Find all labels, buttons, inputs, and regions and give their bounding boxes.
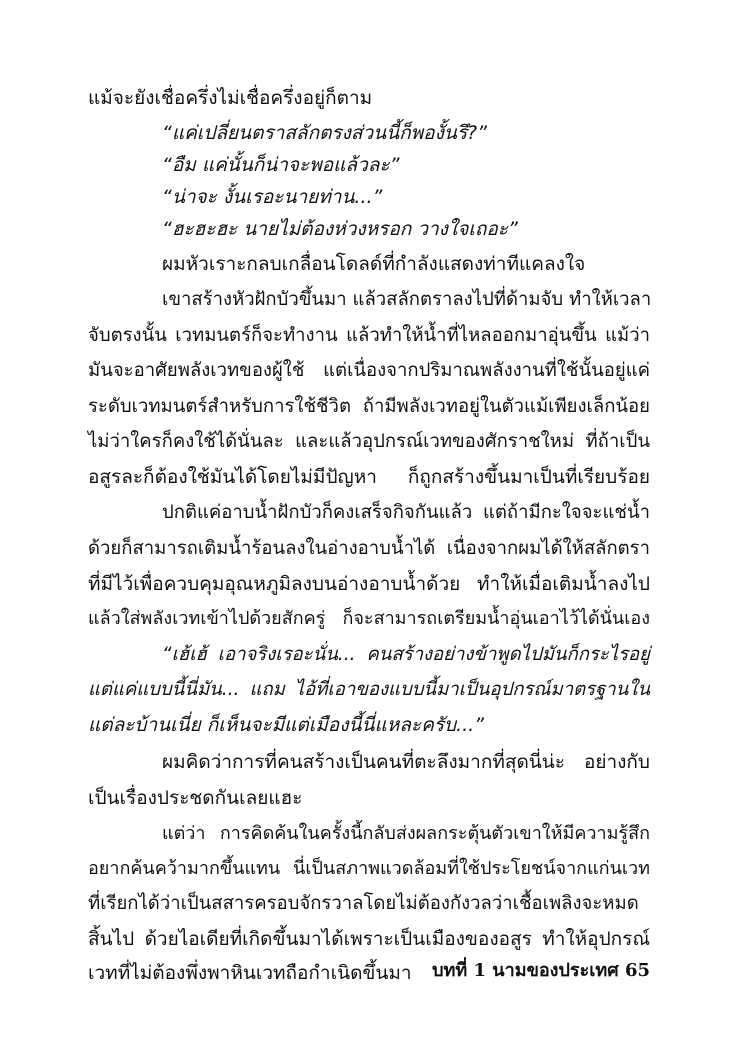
- dialogue-line: “เฮ้เฮ้ เอาจริงเรอะนั่น... คนสร้างอย่างข้าพูดไปมันก็กระไรอยู่: [162, 644, 650, 665]
- page-footer: บทที่ 1 นามของประเทศ 65: [432, 960, 650, 981]
- dialogue-line: “แค่เปลี่ยนตราสลักตรงส่วนนี้ก็พองั้นรึ?”: [162, 122, 487, 144]
- paragraph-line: ด้วยก็สามารถเติมน้ำร้อนลงในอ่างอาบน้ำได้ เนื่องจากผมได้ให้สลักตรา: [88, 538, 650, 559]
- paragraph-line: ไม่ว่าใครก็คงใช้ได้นั่นละ และแล้วอุปกรณ์เวทของศักราชใหม่ ที่ถ้าเป็น: [88, 431, 650, 452]
- paragraph-line: เวทที่ไม่ต้องพึ่งพาหินเวทถือกำเนิดขึ้นมา: [88, 962, 412, 984]
- paragraph-line: มันจะอาศัยพลังเวทของผู้ใช้ แต่เนื่องจากปริมาณพลังงานที่ใช้นั้นอยู่แค่: [88, 360, 650, 381]
- paragraph-line: สิ้นไป ด้วยไอเดียที่เกิดขึ้นมาได้เพราะเป็นเมืองของอสูร ทำให้อุปกรณ์: [88, 928, 650, 950]
- paragraph-line: ที่มีไว้เพื่อควบคุมอุณหภูมิลงบนอ่างอาบน้ำด้วย ทำให้เมื่อเติมน้ำลงไป: [88, 573, 650, 595]
- paragraph-line: ที่เรียกได้ว่าเป็นสสารครอบจักรวาลโดยไม่ต้องกังวลว่าเชื้อเพลิงจะหมด: [88, 893, 639, 914]
- paragraph-line: ระดับเวทมนตร์สำหรับการใช้ชีวิต ถ้ามีพลังเวทอยู่ในตัวแม้เพียงเล็กน้อย: [88, 396, 650, 417]
- paragraph-line: ปกติแค่อาบน้ำฝักบัวก็คงเสร็จกิจกันแล้ว แต่ถ้ามีกะใจจะแช่น้ำ: [162, 502, 650, 523]
- paragraph-line: อยากค้นคว้ามากขึ้นแทน นี่เป็นสภาพแวดล้อมที่ใช้ประโยชน์จากแก่นเวท: [88, 858, 650, 879]
- dialogue-line: “ฮะฮะฮะ นายไม่ต้องห่วงหรอก วางใจเถอะ”: [162, 218, 518, 240]
- paragraph-line: เขาสร้างหัวฝักบัวขึ้นมา แล้วสลักตราลงไปที่ด้ามจับ ทำให้เวลา: [162, 289, 652, 310]
- paragraph-line: ผมหัวเราะกลบเกลื่อนโดลด์ที่กำลังแสดงท่าทีแคลงใจ: [162, 253, 586, 275]
- paragraph-line: แล้วใส่พลังเวทเข้าไปด้วยสักครู่ ก็จะสามารถเตรียมน้ำอุ่นเอาไว้ได้นั่นเอง: [88, 608, 650, 629]
- paragraph-line: จับตรงนั้น เวทมนตร์ก็จะทำงาน แล้วทำให้น้ำที่ไหลออกมาอุ่นขึ้น แม้ว่า: [88, 325, 650, 346]
- dialogue-line: แต่ละบ้านเนี่ย ก็เห็นจะมีแต่เมืองนี้นี่แหละครับ...”: [88, 714, 485, 736]
- paragraph-line: ผมคิดว่าการที่คนสร้างเป็นคนที่ตะลึงมากที่สุดนี่น่ะ อย่างกับ: [162, 751, 650, 773]
- paragraph-line: อสูรละก็ต้องใช้มันได้โดยไม่มีปัญหา ก็ถูกสร้างขึ้นมาเป็นที่เรียบร้อย: [88, 466, 650, 488]
- paragraph-line: แต่ว่า การคิดค้นในครั้งนี้กลับส่งผลกระตุ้นตัวเขาให้มีความรู้สึก: [162, 823, 650, 844]
- paragraph-line: เป็นเรื่องประชดกันเลยแฮะ: [88, 787, 303, 809]
- text-line: แม้จะยังเชื่อครึ่งไม่เชื่อครึ่งอยู่ก็ตาม: [88, 87, 373, 109]
- dialogue-line: แต่แค่แบบนี้นี่มัน... แถม ไอ้ที่เอาของแบบนี้มาเป็นอุปกรณ์มาตรฐานใน: [88, 679, 650, 700]
- dialogue-line: “น่าจะ งั้นเรอะนายท่าน...”: [162, 186, 383, 208]
- dialogue-line: “อืม แค่นั้นก็น่าจะพอแล้วละ”: [162, 154, 400, 176]
